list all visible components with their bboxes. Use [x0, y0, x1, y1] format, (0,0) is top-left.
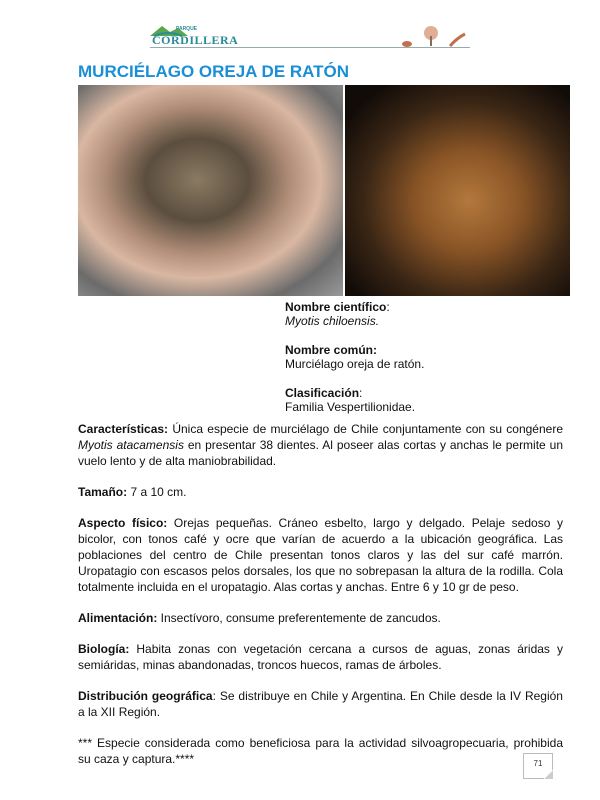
distribution-paragraph: Distribución geográfica: Se distribuye en Chile y Argentina. En Chile desde la IV Región a la XII Región. [78, 689, 563, 719]
bat-mouth-open-photo [345, 85, 570, 296]
logo-text: CORDILLERA [152, 33, 239, 47]
protection-note: *** Especie considerada como beneficiosa para la actividad silvoagropecuaria, prohibida su caza y captura.**** [78, 736, 563, 766]
logo-small-text: PARQUE [176, 26, 198, 32]
wildlife-decoration-icon [395, 24, 475, 48]
description-body [78, 421, 563, 782]
biology-paragraph: Biología: Habita zonas con vegetación cercana a cursos de aguas, zonas áridas y semiáridas, minas abandonadas, troncos huecos, ramas de árboles. [78, 642, 563, 672]
size-paragraph: Tamaño: 7 a 10 cm. [78, 485, 187, 499]
bat-held-photo [78, 85, 343, 296]
common-name-block: Nombre común: Murciélago oreja de ratón. [285, 343, 425, 371]
classification-block: Clasificación: Familia Vespertilionidae. [285, 386, 416, 414]
page-title: MURCIÉLAGO OREJA DE RATÓN [78, 62, 350, 81]
species-info [285, 300, 565, 429]
characteristics-paragraph: Características: Única especie de murciélago de Chile conjuntamente con su congénere Myotis atacamensis en presentar 38 dientes. Al poseer alas cortas y anchas le permite un vuelo lento y de alta maniobrabilidad. [78, 422, 563, 468]
diet-paragraph: Alimentación: Insectívoro, consume preferentemente de zancudos. [78, 611, 441, 625]
page-number: 71 [523, 753, 553, 779]
scientific-name-block: Nombre científico: Myotis chiloensis. [285, 300, 390, 328]
appearance-paragraph: Aspecto físico: Orejas pequeñas. Cráneo esbelto, largo y delgado. Pelaje sedoso y bicolor, con tonos café y ocre que varían de acuerdo a la ubicación geográfica. Las poblaciones del centro de Chile presentan tonos claros y las del sur café marrón. Uropatagio con escasos pelos dorsales, los que no sobrepasan la altura de la rodilla. Cola totalmente incluida en el uropatagio. Alas cortas y anchas. Entre 6 y 10 gr de peso. [78, 516, 563, 594]
